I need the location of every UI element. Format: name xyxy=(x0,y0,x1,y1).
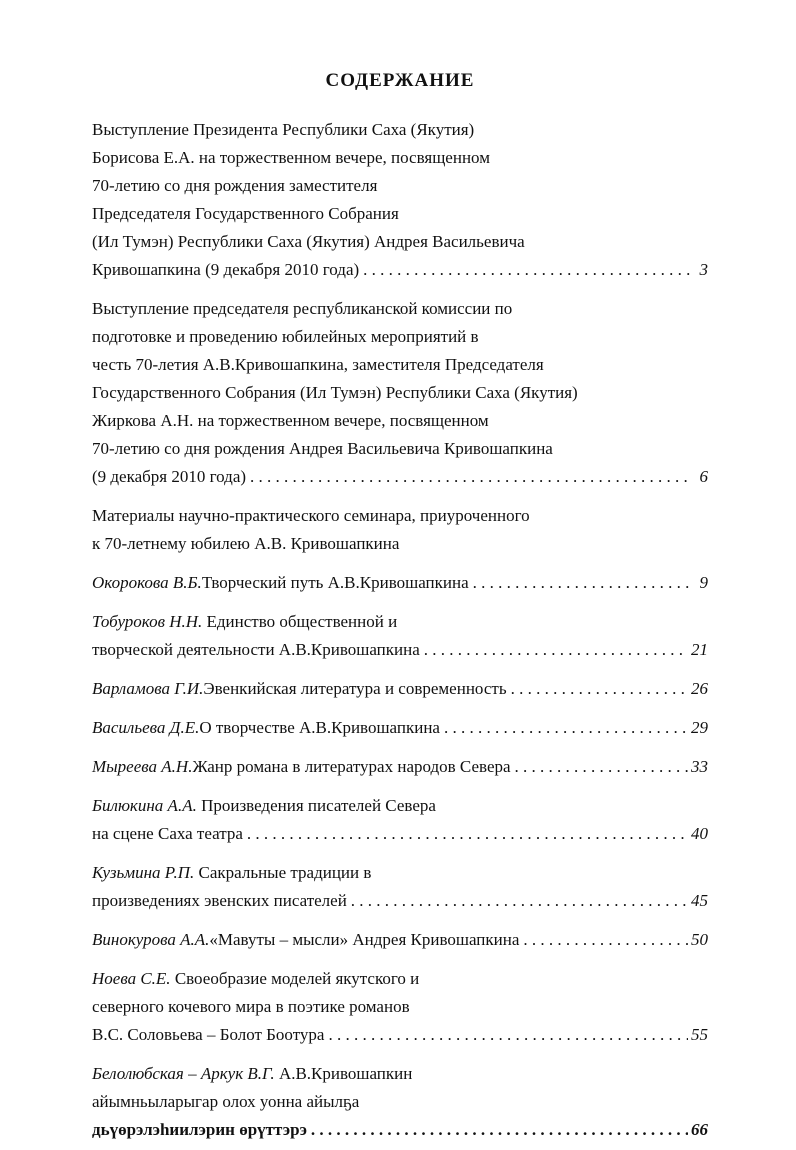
toc-entry xyxy=(92,675,708,703)
dot-leader xyxy=(351,887,688,915)
toc-line xyxy=(92,351,708,379)
toc-text: к 70-летнему юбилею А.В. Кривошапкина xyxy=(92,534,400,553)
page-number: 50 xyxy=(691,930,708,949)
toc-line xyxy=(92,1116,708,1144)
toc-line xyxy=(92,820,708,848)
toc-line xyxy=(92,569,708,597)
toc-line xyxy=(92,407,708,435)
toc-line xyxy=(92,1021,708,1049)
toc-line xyxy=(92,530,708,558)
toc-text: подготовке и проведению юбилейных мероприятий в xyxy=(92,327,479,346)
toc-line xyxy=(92,608,708,636)
toc-author: Васильева Д.Е. xyxy=(92,718,200,737)
page-number: 55 xyxy=(691,1025,708,1044)
toc-line xyxy=(92,926,708,954)
dot-leader xyxy=(444,714,688,742)
toc-text: Эвенкийская литература и современность xyxy=(203,679,507,698)
toc-line xyxy=(92,116,708,144)
toc-author: Белолюбская – Аркук В.Г. xyxy=(92,1064,275,1083)
toc-entry xyxy=(92,859,708,915)
toc-text: Жиркова А.Н. на торжественном вечере, посвященном xyxy=(92,411,489,430)
toc-text: Материалы научно-практического семинара, приуроченного xyxy=(92,506,530,525)
toc-text: северного кочевого мира в поэтике романов xyxy=(92,997,410,1016)
toc-text: Выступление Президента Республики Саха (Якутия) xyxy=(92,120,475,139)
toc-author: Винокурова А.А. xyxy=(92,930,210,949)
toc-text: Борисова Е.А. на торжественном вечере, посвященном xyxy=(92,148,490,167)
toc-entry xyxy=(92,926,708,954)
toc-line xyxy=(92,228,708,256)
toc-line xyxy=(92,200,708,228)
toc-text: Председателя Государственного Собрания xyxy=(92,204,399,223)
page-number: 6 xyxy=(699,467,708,486)
dot-leader xyxy=(250,463,691,491)
toc-entry xyxy=(92,116,708,284)
dot-leader xyxy=(424,636,688,664)
toc-text: Сакральные традиции в xyxy=(198,863,372,882)
toc-author: Окорокова В.Б. xyxy=(92,573,202,592)
toc-line xyxy=(92,675,708,703)
dot-leader xyxy=(523,926,688,954)
toc-entry xyxy=(92,792,708,848)
page-number: 21 xyxy=(691,640,708,659)
page-number: 45 xyxy=(691,891,708,910)
dot-leader xyxy=(363,256,691,284)
toc-text: честь 70-летия А.В.Кривошапкина, заместителя Председателя xyxy=(92,355,544,374)
toc-entry xyxy=(92,714,708,742)
toc-entry xyxy=(92,1060,708,1144)
toc-text: О творчестве А.В.Кривошапкина xyxy=(199,718,440,737)
dot-leader xyxy=(473,569,691,597)
toc-entry xyxy=(92,569,708,597)
toc-text: айымньыларыгар олох уонна айылҕа xyxy=(92,1092,360,1111)
page-number: 29 xyxy=(691,718,708,737)
toc-author: Тобуроков Н.Н. xyxy=(92,612,203,631)
toc-line xyxy=(92,379,708,407)
toc-text: 70-летию со дня рождения заместителя xyxy=(92,176,378,195)
toc-line xyxy=(92,502,708,530)
toc-line xyxy=(92,993,708,1021)
page-number: 3 xyxy=(699,260,708,279)
toc-entry xyxy=(92,608,708,664)
toc-line xyxy=(92,636,708,664)
dot-leader xyxy=(328,1021,688,1049)
toc-text: Кривошапкина (9 декабря 2010 года) xyxy=(92,260,360,279)
toc-entry xyxy=(92,753,708,781)
toc-line xyxy=(92,1088,708,1116)
dot-leader xyxy=(311,1116,688,1144)
toc-line xyxy=(92,753,708,781)
dot-leader xyxy=(247,820,688,848)
toc-text: В.С. Соловьева – Болот Боотура xyxy=(92,1025,325,1044)
toc-line xyxy=(92,256,708,284)
toc-author: Ноева С.Е. xyxy=(92,969,171,988)
toc-text: творческой деятельности А.В.Кривошапкина xyxy=(92,640,420,659)
toc-text: (9 декабря 2010 года) xyxy=(92,467,247,486)
toc-text: дьүөрэлэһиилэрин өрүттэрэ xyxy=(92,1120,307,1139)
page-number: 26 xyxy=(691,679,708,698)
page-number: 9 xyxy=(699,573,708,592)
toc-line xyxy=(92,1060,708,1088)
toc-line xyxy=(92,965,708,993)
toc-text: Выступление председателя республиканской комиссии по xyxy=(92,299,513,318)
toc-entry xyxy=(92,965,708,1049)
toc-text: Жанр романа в литературах народов Севера xyxy=(192,757,511,776)
toc-line xyxy=(92,792,708,820)
toc-line xyxy=(92,714,708,742)
toc-entries xyxy=(92,116,708,1144)
toc-text: Своеобразие моделей якутского и xyxy=(174,969,420,988)
toc-text: А.В.Кривошапкин xyxy=(278,1064,413,1083)
toc-line xyxy=(92,144,708,172)
toc-text: произведениях эвенских писателей xyxy=(92,891,347,910)
toc-text: Государственного Собрания (Ил Тумэн) Республики Саха (Якутия) xyxy=(92,383,578,402)
toc-text: на сцене Саха театра xyxy=(92,824,243,843)
toc-author: Билюкина А.А. xyxy=(92,796,197,815)
toc-entry xyxy=(92,295,708,491)
page-number: 33 xyxy=(691,757,708,776)
toc-text: «Мавуты – мысли» Андрея Кривошапкина xyxy=(209,930,520,949)
page-number: 66 xyxy=(691,1120,708,1139)
toc-text: Единство общественной и xyxy=(206,612,398,631)
toc-text: (Ил Тумэн) Республики Саха (Якутия) Андрея Васильевича xyxy=(92,232,525,251)
toc-line xyxy=(92,172,708,200)
page-title: СОДЕРЖАНИЕ xyxy=(325,70,475,91)
toc-line xyxy=(92,323,708,351)
toc-text: Творческий путь А.В.Кривошапкина xyxy=(201,573,469,592)
toc-line xyxy=(92,463,708,491)
toc-line xyxy=(92,435,708,463)
toc-author: Варламова Г.И. xyxy=(92,679,204,698)
toc-author: Мыреева А.Н. xyxy=(92,757,193,776)
toc-text: 70-летию со дня рождения Андрея Васильевича Кривошапкина xyxy=(92,439,553,458)
toc-text: Произведения писателей Севера xyxy=(201,796,436,815)
toc-section-heading xyxy=(92,502,708,558)
toc-author: Кузьмина Р.П. xyxy=(92,863,195,882)
toc-line xyxy=(92,295,708,323)
toc-line xyxy=(92,859,708,887)
dot-leader xyxy=(515,753,688,781)
dot-leader xyxy=(511,675,688,703)
page-number: 40 xyxy=(691,824,708,843)
toc-line xyxy=(92,887,708,915)
